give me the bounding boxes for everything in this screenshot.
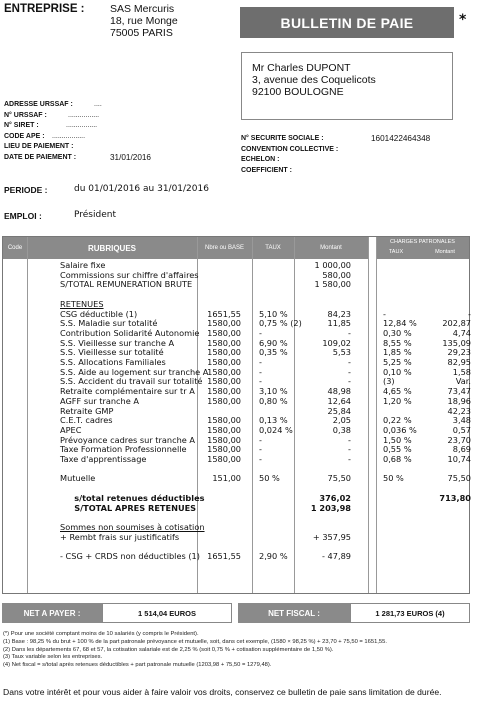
- info-row: [4, 100, 151, 111]
- info-key: N° URSSAF :: [4, 111, 47, 119]
- info-row: [4, 121, 151, 132]
- cell-taux: 2,90 %: [259, 551, 288, 561]
- cell-label: s/total retenues déductibles: [60, 492, 205, 503]
- info-row: [4, 142, 151, 153]
- emploi-label: EMPLOI :: [4, 211, 42, 221]
- cell-mont: 12,64: [327, 395, 351, 406]
- cell-base: [181, 523, 241, 532]
- cell-pmont: 8,69: [452, 444, 471, 455]
- cell-base: 1651,55: [207, 551, 241, 561]
- cell-taux: -: [259, 444, 262, 455]
- header-p-taux: TAUX: [388, 249, 404, 255]
- cell-mont: 2,05: [332, 415, 351, 426]
- cell-base: [181, 494, 241, 503]
- cell-mont: 1 203,98: [310, 502, 351, 513]
- cell-base: [181, 542, 241, 551]
- cell-taux: -: [259, 327, 262, 338]
- periode-label: PERIODE :: [4, 185, 48, 195]
- cell-mont: [293, 542, 351, 551]
- cell-label: Commissions sur chiffre d'affaires: [60, 269, 199, 280]
- info-row: [241, 145, 430, 156]
- cell-mont: -: [348, 376, 351, 387]
- cell-taux: -: [259, 357, 262, 367]
- cell-pmont: [413, 484, 471, 493]
- cell-taux: 3,10 %: [259, 386, 288, 397]
- cell-pmont: [413, 552, 471, 561]
- cell-taux: 5,10 %: [259, 308, 288, 319]
- info-key: N° SECURITE SOCIALE :: [241, 135, 324, 142]
- cell-base: [181, 261, 241, 270]
- cell-ptaux: 5,25 %: [383, 357, 412, 367]
- info-row: [4, 111, 151, 122]
- cell-pmont: [413, 504, 471, 513]
- cell-pmont: -: [468, 308, 471, 319]
- cell-mont: 1 580,00: [314, 279, 351, 290]
- header-rubriques: RUBRIQUES: [87, 243, 136, 253]
- cell-ptaux: 12,84 %: [383, 318, 417, 329]
- cell-mont: -: [348, 357, 351, 367]
- cell-base: [181, 513, 241, 522]
- cell-base: 1580,00: [207, 347, 241, 358]
- footnote: (*) Pour une société comptant moins de 10 salariés (y compris le Président).: [3, 631, 199, 637]
- cell-taux: 50 %: [259, 473, 280, 484]
- employee-address-box: [241, 52, 453, 120]
- footnote: (4) Net fiscal = s/total après retenues déductibles + part patronale mutuelle (1203,98 + 75,50 = 1279,48).: [3, 662, 272, 669]
- cell-pmont: [413, 513, 471, 522]
- employer-city: 75005 PARIS: [110, 27, 173, 39]
- cell-ptaux: (3): [383, 376, 395, 387]
- footnote: (1) Base : 98,25 % du brut + 100 % de la part patronale prévoyance et mutuelle, soit, dans cet exemple, (1580 × 98,25 %) + 23,70 + 75,50 = 1651,55.: [3, 638, 387, 645]
- info-value: ....: [94, 101, 102, 108]
- cell-ptaux: -: [383, 308, 386, 319]
- cell-label: + Rembt frais sur justificatifs: [60, 531, 180, 542]
- cell-base: 1580,00: [207, 327, 241, 338]
- cell-mont: 580,00: [322, 269, 351, 280]
- cell-base: 1580,00: [207, 337, 241, 348]
- cell-label: S.S. Maladie sur totalité: [60, 318, 158, 329]
- cell-ptaux: 0,036 %: [383, 424, 417, 435]
- cell-base: 1580,00: [207, 434, 241, 445]
- column-divider: [368, 237, 369, 593]
- cell-pmont: 135,09: [442, 337, 471, 348]
- emploi-value: Président: [74, 210, 116, 220]
- cell-label: S/TOTAL APRES RETENUES: [60, 502, 197, 513]
- header-base: Nbre ou BASE: [204, 245, 245, 251]
- cell-label: S.S. Vieillesse sur totalité: [60, 347, 164, 358]
- cell-base: 1580,00: [207, 318, 241, 329]
- cell-label: S.S. Accident du travail sur totalité: [60, 376, 203, 387]
- cell-pmont: [413, 465, 471, 474]
- cell-ptaux: 0,68 %: [383, 454, 412, 464]
- cell-mont: 11,85: [327, 318, 351, 329]
- info-key: N° SIRET :: [4, 122, 39, 129]
- cell-pmont: Var.: [455, 376, 471, 387]
- cell-ptaux: 0,30 %: [383, 327, 412, 338]
- cell-base: [181, 533, 241, 542]
- footnotes: [3, 631, 387, 670]
- cell-mont: 109,02: [322, 337, 351, 348]
- info-key: ECHELON :: [241, 156, 280, 163]
- cell-taux: 0,35 %: [259, 347, 288, 358]
- cell-label: S.S. Aide au logement sur tranche A: [60, 366, 209, 377]
- footnote: (2) Dans les départements 67, 68 et 57, la cotisation salariale est de 2,25 % (soit 0,75 % + cotisation supplémentaire de 1,50 %).: [3, 646, 334, 653]
- cell-mont: 1 000,00: [314, 260, 351, 270]
- cell-pmont: 3,48: [452, 415, 471, 426]
- cell-label: CSG déductible (1): [60, 308, 138, 319]
- cell-pmont: [413, 533, 471, 542]
- cell-pmont: 42,23: [447, 405, 471, 416]
- info-row: [241, 155, 430, 166]
- cell-mont: [293, 300, 351, 309]
- cell-mont: 48,98: [327, 386, 351, 397]
- info-row: [241, 134, 430, 145]
- cell-base: 1580,00: [207, 454, 241, 464]
- cell-pmont: 18,96: [447, 395, 471, 406]
- cell-label: Retraite GMP: [60, 405, 114, 416]
- cell-pmont: [413, 280, 471, 289]
- cell-ptaux: 50 %: [383, 473, 404, 484]
- cell-ptaux: 0,55 %: [383, 444, 412, 455]
- cell-ptaux: 4,65 %: [383, 386, 412, 397]
- cell-mont: - 47,89: [322, 551, 351, 561]
- cell-pmont: [413, 523, 471, 532]
- cell-base: 1580,00: [207, 376, 241, 387]
- payslip-table: [2, 236, 470, 594]
- cell-ptaux: 1,20 %: [383, 395, 412, 406]
- periode-value: du 01/01/2016 au 31/01/2016: [74, 184, 209, 194]
- cell-pmont: [413, 290, 471, 299]
- info-key: COEFFICIENT :: [241, 166, 292, 174]
- cell-label: Taxe d'apprentissage: [60, 454, 147, 464]
- cell-base: 1580,00: [207, 395, 241, 406]
- column-divider: [27, 237, 28, 593]
- cell-base: 1580,00: [207, 444, 241, 455]
- cell-mont: [293, 513, 351, 522]
- cell-mont: 25,84: [327, 405, 351, 416]
- cell-base: [181, 465, 241, 474]
- cell-label: Contribution Solidarité Autonomie: [60, 327, 200, 338]
- info-value: .................: [52, 132, 86, 140]
- header-montant: Montant: [320, 245, 342, 251]
- payment-date: 31/01/2016: [110, 152, 151, 162]
- header-charges: CHARGES PATRONALES: [390, 239, 455, 245]
- cell-mont: [293, 523, 351, 532]
- cell-pmont: 73,47: [447, 386, 471, 397]
- cell-label: - CSG + CRDS non déductibles (1): [60, 551, 200, 561]
- net-a-payer-label: NET A PAYER :: [2, 603, 102, 623]
- cell-taux: 0,80 %: [259, 395, 288, 406]
- title-asterisk: *: [459, 12, 467, 28]
- cell-ptaux: 8,55 %: [383, 337, 412, 348]
- cell-taux: 6,90 %: [259, 337, 288, 348]
- info-key: CONVENTION COLLECTIVE :: [241, 145, 339, 153]
- cell-ptaux: 1,50 %: [383, 434, 412, 445]
- cell-taux: -: [259, 454, 262, 464]
- header-taux: TAUX: [265, 245, 281, 251]
- footer-advice: Dans votre intérêt et pour vous aider à faire valoir vos droits, conservez ce bulletin de paie sans limitation de durée.: [3, 687, 442, 697]
- employer-address: [110, 3, 178, 39]
- cell-pmont: 0,57: [452, 424, 471, 435]
- cell-ptaux: 0,22 %: [383, 415, 412, 426]
- cell-base: 151,00: [212, 473, 241, 484]
- employer-street: 18, rue Monge: [110, 15, 178, 27]
- net-fiscal-label: NET FISCAL :: [238, 603, 350, 623]
- cell-label: S.S. Allocations Familiales: [60, 357, 166, 367]
- cell-pmont: 4,74: [452, 327, 471, 338]
- cell-ptaux: 0,10 %: [383, 366, 412, 377]
- info-value: ................: [68, 111, 100, 119]
- cell-pmont: [413, 271, 471, 280]
- social-security-number: 1601422464348: [371, 134, 431, 143]
- cell-mont: 84,23: [327, 308, 351, 319]
- cell-mont: [293, 290, 351, 299]
- cell-pmont: 713,80: [439, 492, 471, 503]
- cell-pmont: 202,87: [442, 318, 471, 329]
- cell-base: 1580,00: [207, 366, 241, 377]
- info-key: CODE APE :: [4, 132, 45, 140]
- cell-mont: 5,53: [332, 347, 351, 358]
- cell-pmont: [413, 261, 471, 270]
- cell-base: [181, 504, 241, 513]
- cell-base: [181, 280, 241, 289]
- cell-label: C.E.T. cadres: [60, 415, 113, 426]
- info-key: LIEU DE PAIEMENT :: [4, 143, 74, 150]
- cell-pmont: [413, 542, 471, 551]
- cell-taux: -: [259, 376, 262, 387]
- cell-label: Prévoyance cadres sur tranche A: [60, 434, 196, 445]
- employer-name: SAS Mercuris: [110, 3, 175, 15]
- cell-mont: -: [348, 327, 351, 338]
- cell-base: [181, 271, 241, 280]
- cell-taux: 0,75 % (2): [259, 318, 302, 329]
- cell-base: 1580,00: [207, 386, 241, 397]
- cell-taux: -: [259, 434, 262, 445]
- cell-pmont: 82,95: [447, 357, 471, 367]
- cell-mont: [293, 484, 351, 493]
- cell-mont: + 357,95: [312, 531, 351, 542]
- cell-ptaux: 1,85 %: [383, 347, 412, 358]
- header-code: Code: [7, 245, 23, 251]
- cell-pmont: 75,50: [447, 473, 471, 484]
- cell-mont: 0,38: [332, 424, 351, 435]
- cell-base: [181, 300, 241, 309]
- cell-label: Salaire fixe: [60, 260, 106, 270]
- cell-label: Sommes non soumises à cotisation: [60, 521, 205, 532]
- info-row: [4, 153, 151, 164]
- employer-info: [4, 100, 151, 163]
- cell-pmont: [413, 300, 471, 309]
- cell-mont: [293, 465, 351, 474]
- cell-mont: 376,02: [319, 492, 351, 503]
- cell-label: Mutuelle: [60, 473, 96, 484]
- cell-base: 1580,00: [207, 424, 241, 435]
- cell-taux: 0,024 %: [259, 424, 293, 435]
- column-divider: [252, 237, 253, 593]
- info-row: [241, 166, 430, 177]
- employer-label: ENTREPRISE :: [4, 3, 85, 15]
- cell-pmont: 1,58: [452, 366, 471, 377]
- cell-label: Taxe Formation Professionnelle: [60, 444, 187, 455]
- cell-base: [181, 484, 241, 493]
- cell-mont: 75,50: [327, 473, 351, 484]
- cell-base: 1651,55: [207, 308, 241, 319]
- cell-base: [181, 290, 241, 299]
- employee-street: 3, avenue des Coquelicots: [252, 74, 376, 86]
- cell-label: AGFF sur tranche A: [60, 395, 139, 406]
- employee-info: [241, 134, 430, 176]
- cell-mont: -: [348, 366, 351, 377]
- cell-taux: -: [259, 366, 262, 377]
- cell-pmont: 23,70: [447, 434, 471, 445]
- cell-base: [181, 407, 241, 416]
- employee-city: 92100 BOULOGNE: [252, 86, 344, 98]
- cell-base: 1580,00: [207, 357, 241, 367]
- cell-label: S.S. Vieillesse sur tranche A: [60, 337, 175, 348]
- cell-base: 1580,00: [207, 415, 241, 426]
- document-title: BULLETIN DE PAIE: [240, 7, 454, 38]
- footnote: (3) Taux variable selon les entreprises.: [3, 654, 103, 661]
- cell-label: APEC: [60, 424, 82, 435]
- cell-pmont: 29,23: [447, 347, 471, 358]
- cell-label: RETENUES: [60, 298, 104, 309]
- info-row: [4, 132, 151, 143]
- employee-name: Mr Charles DUPONT: [252, 62, 351, 74]
- info-key: ADRESSE URSSAF :: [4, 101, 73, 108]
- cell-taux: 0,13 %: [259, 415, 288, 426]
- cell-mont: -: [348, 454, 351, 464]
- column-divider: [376, 237, 377, 593]
- cell-label: S/TOTAL REMUNERATION BRUTE: [60, 279, 193, 290]
- cell-label: Retraite complémentaire sur tr A: [60, 386, 195, 397]
- net-fiscal-value: 1 281,73 EUROS (4): [350, 603, 470, 623]
- cell-mont: -: [348, 434, 351, 445]
- cell-pmont: 10,74: [447, 454, 471, 464]
- info-value: ................: [66, 122, 98, 129]
- header-p-montant: Montant: [435, 249, 455, 255]
- cell-mont: -: [348, 444, 351, 455]
- info-key: DATE DE PAIEMENT :: [4, 153, 77, 161]
- net-a-payer-value: 1 514,04 EUROS: [102, 603, 232, 623]
